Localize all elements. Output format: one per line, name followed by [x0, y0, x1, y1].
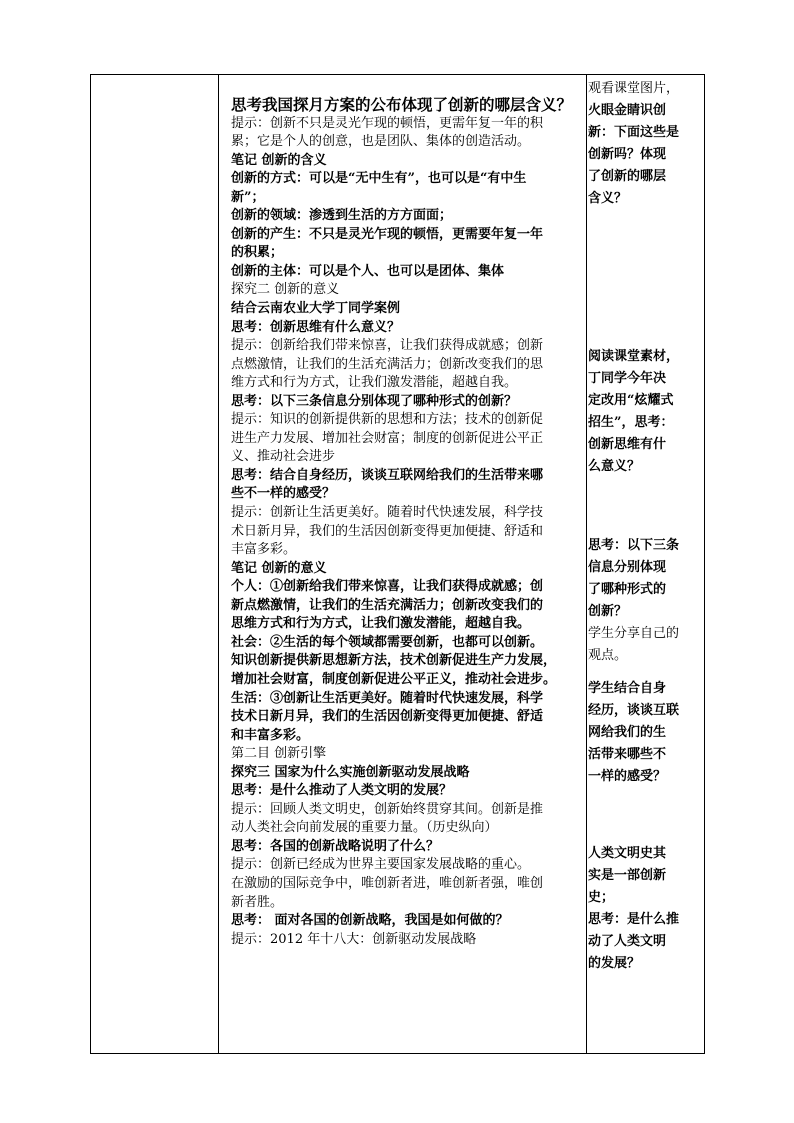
activity-line: 了哪种形式的	[588, 581, 667, 597]
activity-line: 动了人类文明	[588, 933, 667, 949]
activity-line: 观看课堂图片，	[588, 81, 680, 96]
table-border-right	[704, 74, 705, 1054]
activity-block	[588, 78, 700, 209]
activity-line: 火眼金睛识创	[588, 102, 667, 118]
activity-line: 招生”，思考：	[588, 414, 674, 430]
activity-line: 学生结合自身	[588, 681, 667, 696]
lesson-table	[90, 74, 704, 1054]
activity-line: 的发展？	[588, 955, 641, 971]
content-line: 新点燃激情，让我们的生活充满活力；创新改变我们的	[231, 597, 544, 613]
content-line: 新者胜。	[231, 894, 284, 910]
content-line: 进生产力发展、增加社会财富；制度的创新促进公平正	[231, 430, 544, 446]
content-line: 思考： 面对各国的创新战略，我国是如何做的？	[231, 913, 509, 929]
activity-line: 阅读课堂素材，	[588, 349, 680, 364]
content-line: 在激励的国际竞争中，唯创新者进，唯创新者强，唯创	[231, 875, 544, 891]
content-line: 些不一样的感受？	[231, 486, 336, 502]
activity-line: 史；	[588, 889, 615, 905]
content-line: 笔记 创新的意义	[231, 560, 327, 576]
content-line: 思考：各国的创新战略说明了什么？	[231, 838, 440, 854]
content-line: 第二目 创新引擎	[231, 746, 327, 762]
activity-line: 实是一部创新	[588, 867, 667, 883]
content-line: 提示：2012 年十八大：创新驱动发展战略	[231, 931, 477, 947]
content-line: 提示：知识的创新提供新的思想和方法；技术的创新促	[231, 412, 544, 428]
activity-line: 定改用“炫耀式	[588, 392, 674, 408]
content-line: 个人：①创新给我们带来惊喜，让我们获得成就感；创	[231, 579, 544, 595]
content-line: 思考：结合自身经历，谈谈互联网给我们的生活带来哪	[231, 467, 544, 483]
content-line: 的积累；	[231, 245, 284, 261]
content-line: 提示：创新不只是灵光乍现的顿悟，更需年复一年的积	[231, 115, 544, 131]
content-line: 思考：是什么推动了人类文明的发展？	[231, 783, 453, 799]
activity-line: 思考：是什么推	[588, 911, 680, 927]
content-line: 点燃激情，让我们的生活充满活力；创新改变我们的思	[231, 356, 544, 372]
activity-line: 信息分别体现	[588, 559, 667, 575]
content-line: 创新的主体：可以是个人、也可以是团体、集体	[231, 263, 505, 279]
content-line: 新”；	[231, 189, 265, 205]
content-line: 探究三 国家为什么实施创新驱动发展战略	[231, 764, 470, 780]
activity-block	[588, 346, 700, 477]
content-line: 提示：创新给我们带来惊喜，让我们获得成就感；创新	[231, 338, 544, 354]
content-line: 社会：②生活的每个领域都需要创新，也都可以创新。	[231, 634, 544, 650]
content-line: 提示：回顾人类文明史，创新始终贯穿其间。创新是推	[231, 801, 544, 817]
content-line: 维方式和行为方式，让我们激发潜能，超越自我。	[231, 375, 518, 391]
column-divider-1	[218, 74, 219, 1054]
content-line: 提示：创新已经成为世界主要国家发展战略的重心。	[231, 857, 531, 873]
activity-block	[588, 678, 700, 788]
content-line: 义、推动社会进步	[231, 449, 336, 465]
content-line: 和丰富多彩。	[231, 727, 310, 743]
content-line: 思考：创新思维有什么意义？	[231, 319, 401, 335]
content-line: 丰富多彩。	[231, 542, 297, 558]
lesson-content-column	[226, 74, 582, 949]
activity-line: 创新？	[588, 603, 628, 619]
activity-line: 网给我们的生	[588, 724, 667, 740]
activity-line: 思考：以下三条	[588, 538, 680, 553]
content-line: 创新的产生：不只是灵光乍现的顿悟，更需要年复一年	[231, 226, 544, 242]
activity-line: 创新思维有什	[588, 436, 667, 452]
content-line: 增加社会财富，制度创新促进公平正义，推动社会进步。	[231, 671, 557, 687]
content-line: 创新的领域：渗透到生活的方方面面；	[231, 208, 453, 224]
content-line: 技术日新月异，我们的生活因创新变得更加便捷、舒适	[231, 709, 544, 725]
activity-line: 一样的感受？	[588, 768, 667, 784]
activity-line: 经历，谈谈互联	[588, 702, 680, 718]
content-line: 知识创新提供新思想新方法，技术创新促进生产力发展，	[231, 653, 557, 669]
activity-line: 学生分享自己的	[588, 625, 680, 641]
activity-line: 人类文明史其	[588, 846, 667, 861]
activity-block	[588, 535, 700, 666]
activity-line: 了创新的哪层	[588, 168, 667, 184]
activity-block	[588, 843, 700, 974]
activity-line: 活带来哪些不	[588, 746, 667, 762]
column-divider-2	[586, 74, 587, 1054]
table-border-left	[90, 74, 91, 1054]
activity-line: 创新吗？体现	[588, 146, 667, 162]
activity-line: 丁同学今年决	[588, 370, 667, 386]
content-line: 思考：以下三条信息分别体现了哪种形式的创新？	[231, 393, 518, 409]
content-line: 探究二 创新的意义	[231, 282, 340, 298]
activity-line: 含义？	[588, 190, 628, 206]
content-line: 动人类社会向前发展的重要力量。（历史纵向）	[231, 820, 498, 836]
activity-line: 观点。	[588, 647, 628, 663]
table-border-bottom	[90, 1053, 704, 1054]
content-line: 提示：创新让生活更美好。随着时代快速发展，科学技	[231, 505, 544, 521]
activity-line: 新：下面这些是	[588, 124, 680, 140]
content-line: 累；它是个人的创意，也是团队、集体的创造活动。	[231, 134, 531, 150]
content-line: 笔记 创新的含义	[231, 152, 327, 168]
content-line: 思考我国探月方案的公布体现了创新的哪层含义？	[231, 95, 573, 114]
content-line: 术日新月异，我们的生活因创新变得更加便捷、舒适和	[231, 523, 544, 539]
content-line: 创新的方式：可以是“无中生有”，也可以是“有中生	[231, 171, 527, 187]
content-line: 结合云南农业大学丁同学案例	[231, 301, 401, 317]
content-line: 思维方式和行为方式，让我们激发潜能，超越自我。	[231, 616, 531, 632]
content-line: 生活：③创新让生活更美好。随着时代快速发展，科学	[231, 690, 544, 706]
activity-line: 么意义？	[588, 458, 641, 474]
